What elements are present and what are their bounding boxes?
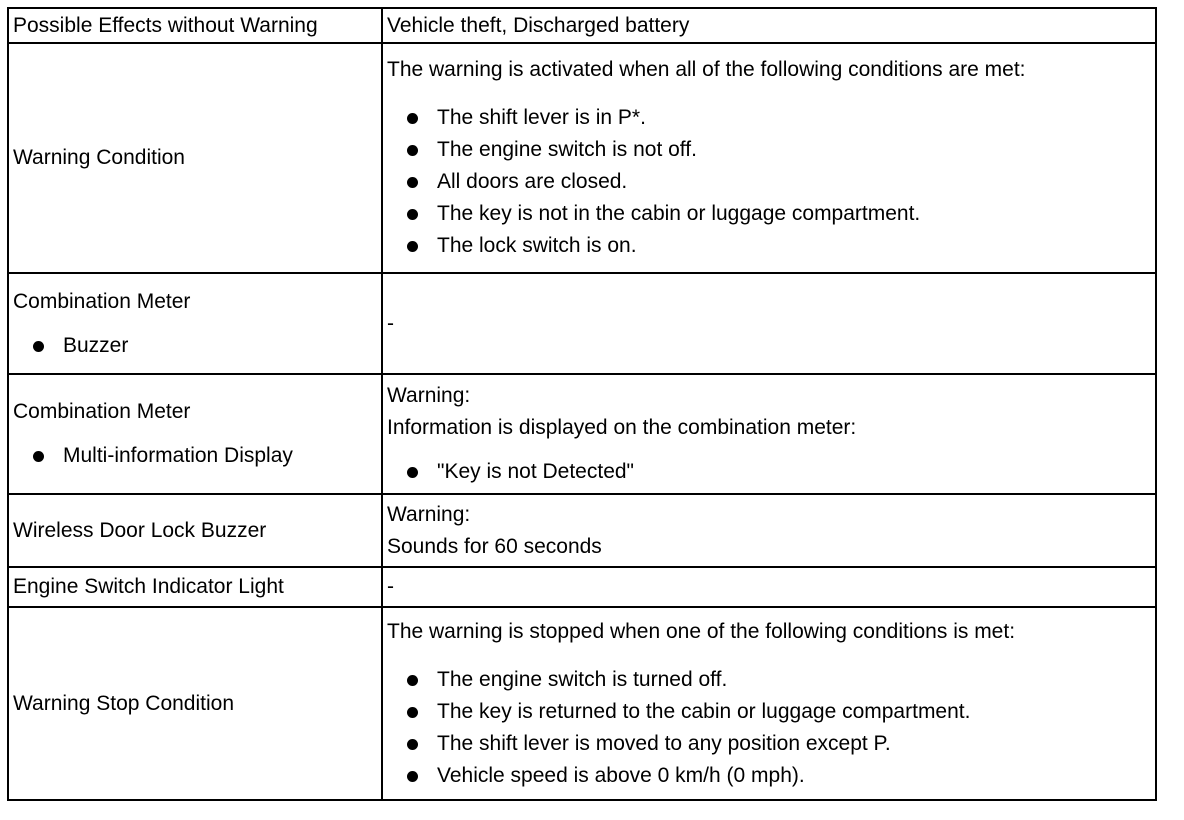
list-item: The key is not in the cabin or luggage compartment. (387, 198, 1149, 230)
table-row (8, 43, 1156, 273)
bullet-icon (33, 451, 44, 462)
row-label: Possible Effects without Warning (8, 8, 382, 43)
stop-condition-intro: The warning is stopped when one of the following conditions is met: (387, 619, 1016, 643)
bullet-icon (407, 739, 418, 750)
list-item: Multi-information Display (13, 440, 375, 472)
list-item: All doors are closed. (387, 166, 1149, 198)
bullet-icon (407, 113, 418, 124)
list-item: Buzzer (13, 330, 375, 362)
list-item: The engine switch is turned off. (387, 664, 1149, 696)
row-label: Warning Condition (8, 43, 382, 273)
list-item: The key is returned to the cabin or luggage compartment. (387, 696, 1149, 728)
bullet-icon (407, 177, 418, 188)
list-item: "Key is not Detected" (387, 456, 1149, 488)
bullet-icon (407, 209, 418, 220)
table-row (8, 374, 1156, 494)
row-value: Vehicle theft, Discharged battery (382, 8, 1156, 43)
row-label: Warning Stop Condition (8, 607, 382, 800)
list-item: The lock switch is on. (387, 230, 1149, 262)
row-label: Combination Meter Multi-information Display (8, 374, 382, 494)
list-item: The shift lever is in P*. (387, 102, 1149, 134)
row-value: Warning: Information is displayed on the combination meter: "Key is not Detected" (382, 374, 1156, 494)
bullet-icon (407, 467, 418, 478)
row-value (382, 607, 1156, 800)
condition-intro: The warning is activated when all of the following conditions are met: (387, 58, 1026, 81)
list-item: The shift lever is moved to any position except P. (387, 728, 1149, 760)
row-label: Combination Meter Buzzer (8, 273, 382, 374)
list-item: Vehicle speed is above 0 km/h (0 mph). (387, 760, 1149, 792)
warning-spec-table (7, 7, 1157, 801)
bullet-icon (407, 241, 418, 252)
table-row (8, 607, 1156, 800)
bullet-icon (33, 341, 44, 352)
row-value (382, 43, 1156, 273)
row-label: Engine Switch Indicator Light (8, 567, 382, 607)
bullet-icon (407, 675, 418, 686)
table-row (8, 494, 1156, 567)
table-row (8, 567, 1156, 607)
row-value: - (382, 567, 1156, 607)
bullet-icon (407, 707, 418, 718)
list-item: The engine switch is not off. (387, 134, 1149, 166)
condition-list (387, 102, 1149, 262)
bullet-icon (407, 771, 418, 782)
row-label: Wireless Door Lock Buzzer (8, 494, 382, 567)
table-row (8, 273, 1156, 374)
stop-condition-list (387, 664, 1149, 792)
bullet-icon (407, 145, 418, 156)
table-row (8, 8, 1156, 43)
row-value: Warning: Sounds for 60 seconds (382, 494, 1156, 567)
row-value: - (382, 273, 1156, 374)
